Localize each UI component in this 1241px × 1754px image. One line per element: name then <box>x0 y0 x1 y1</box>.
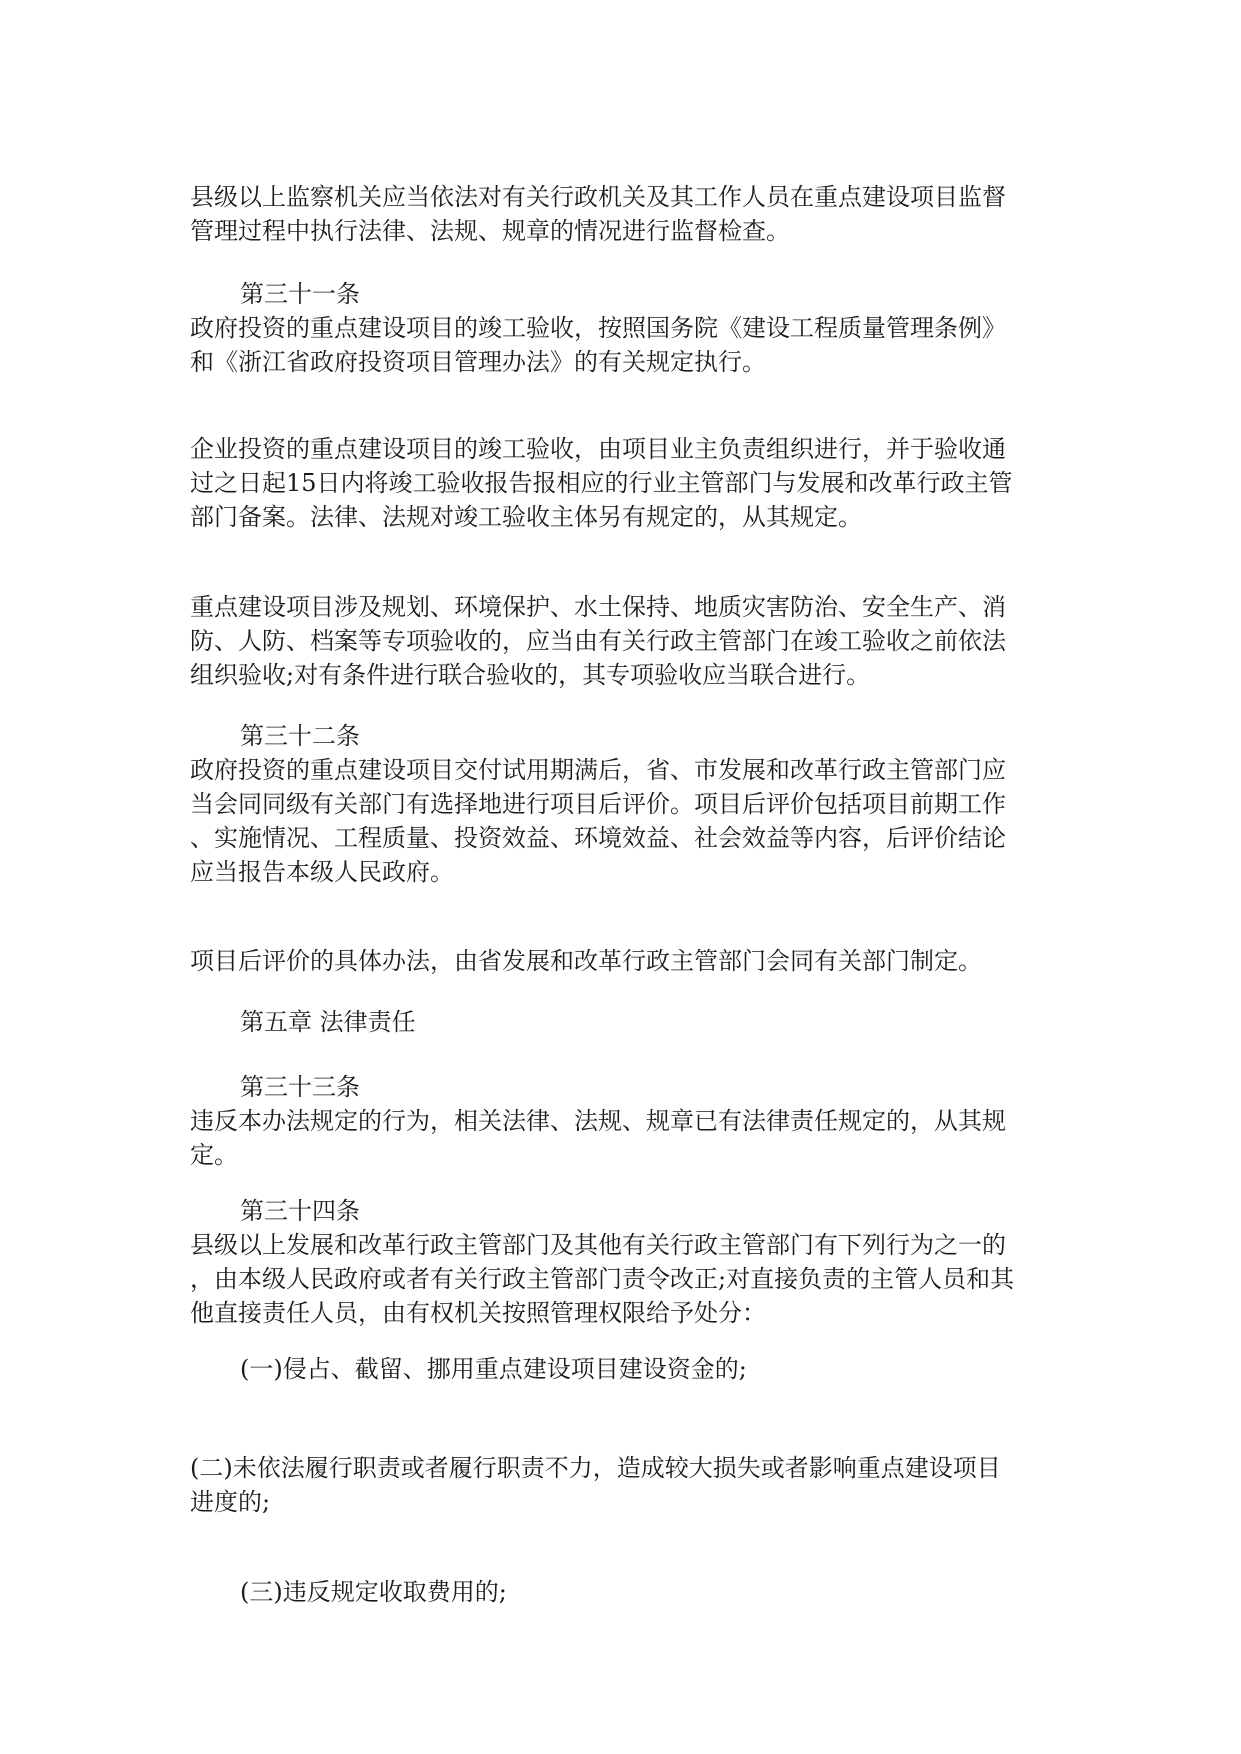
text-line: 部门备案。法律、法规对竣工验收主体另有规定的，从其规定。 <box>190 503 862 531</box>
article-heading-32: 第三十二条 <box>240 722 360 750</box>
text-line: 防、人防、档案等专项验收的，应当由有关行政主管部门在竣工验收之前依法 <box>190 627 1006 655</box>
text-line: 管理过程中执行法律、法规、规章的情况进行监督检查。 <box>190 217 790 245</box>
text-line: 应当报告本级人民政府。 <box>190 858 454 886</box>
text-line: 重点建设项目涉及规划、环境保护、水土保持、地质灾害防治、安全生产、消 <box>190 593 1006 621</box>
article-heading-33: 第三十三条 <box>240 1073 360 1101</box>
text-line: ，由本级人民政府或者有关行政主管部门责令改正;对直接负责的主管人员和其 <box>190 1265 1015 1293</box>
text-line: 过之日起15日内将竣工验收报告报相应的行业主管部门与发展和改革行政主管 <box>190 469 1013 497</box>
text-line: 进度的; <box>190 1488 271 1516</box>
text-line: 他直接责任人员，由有权机关按照管理权限给予处分： <box>190 1299 766 1327</box>
text-line: (二)未依法履行职责或者履行职责不力，造成较大损失或者影响重点建设项目 <box>190 1454 1001 1482</box>
text-line: 定。 <box>190 1141 238 1169</box>
paragraph-special-acceptance <box>190 590 1060 692</box>
text-line: 和《浙江省政府投资项目管理办法》的有关规定执行。 <box>190 348 766 376</box>
text-line: 企业投资的重点建设项目的竣工验收，由项目业主负责组织进行，并于验收通 <box>190 435 1006 463</box>
text-line: 当会同同级有关部门有选择地进行项目后评价。项目后评价包括项目前期工作 <box>190 790 1006 818</box>
text-line: 政府投资的重点建设项目的竣工验收，按照国务院《建设工程质量管理条例》 <box>190 314 1006 342</box>
text-line: 县级以上发展和改革行政主管部门及其他有关行政主管部门有下列行为之一的 <box>190 1231 1006 1259</box>
text-line: 政府投资的重点建设项目交付试用期满后，省、市发展和改革行政主管部门应 <box>190 756 1006 784</box>
list-item-3: (三)违反规定收取费用的; <box>240 1578 507 1606</box>
text-line: 项目后评价的具体办法，由省发展和改革行政主管部门会同有关部门制定。 <box>190 947 982 975</box>
paragraph-department-violations <box>190 1228 1060 1330</box>
paragraph-supervision <box>190 180 1060 248</box>
list-item-1: (一)侵占、截留、挪用重点建设项目建设资金的; <box>240 1355 747 1383</box>
text-line: 违反本办法规定的行为，相关法律、法规、规章已有法律责任规定的，从其规 <box>190 1107 1006 1135</box>
list-item-2 <box>190 1451 1060 1519</box>
text-line: 、实施情况、工程质量、投资效益、环境效益、社会效益等内容，后评价结论 <box>190 824 1006 852</box>
paragraph-government-acceptance <box>190 311 1060 379</box>
text-line: 组织验收;对有条件进行联合验收的，其专项验收应当联合进行。 <box>190 661 871 689</box>
article-heading-31: 第三十一条 <box>240 280 360 308</box>
article-heading-34: 第三十四条 <box>240 1197 360 1225</box>
paragraph-enterprise-acceptance <box>190 432 1060 534</box>
paragraph-post-evaluation <box>190 753 1060 889</box>
paragraph-evaluation-method <box>190 944 1060 978</box>
chapter-heading-5: 第五章 法律责任 <box>240 1008 416 1036</box>
text-line: 县级以上监察机关应当依法对有关行政机关及其工作人员在重点建设项目监督 <box>190 183 1006 211</box>
paragraph-legal-liability <box>190 1104 1060 1172</box>
